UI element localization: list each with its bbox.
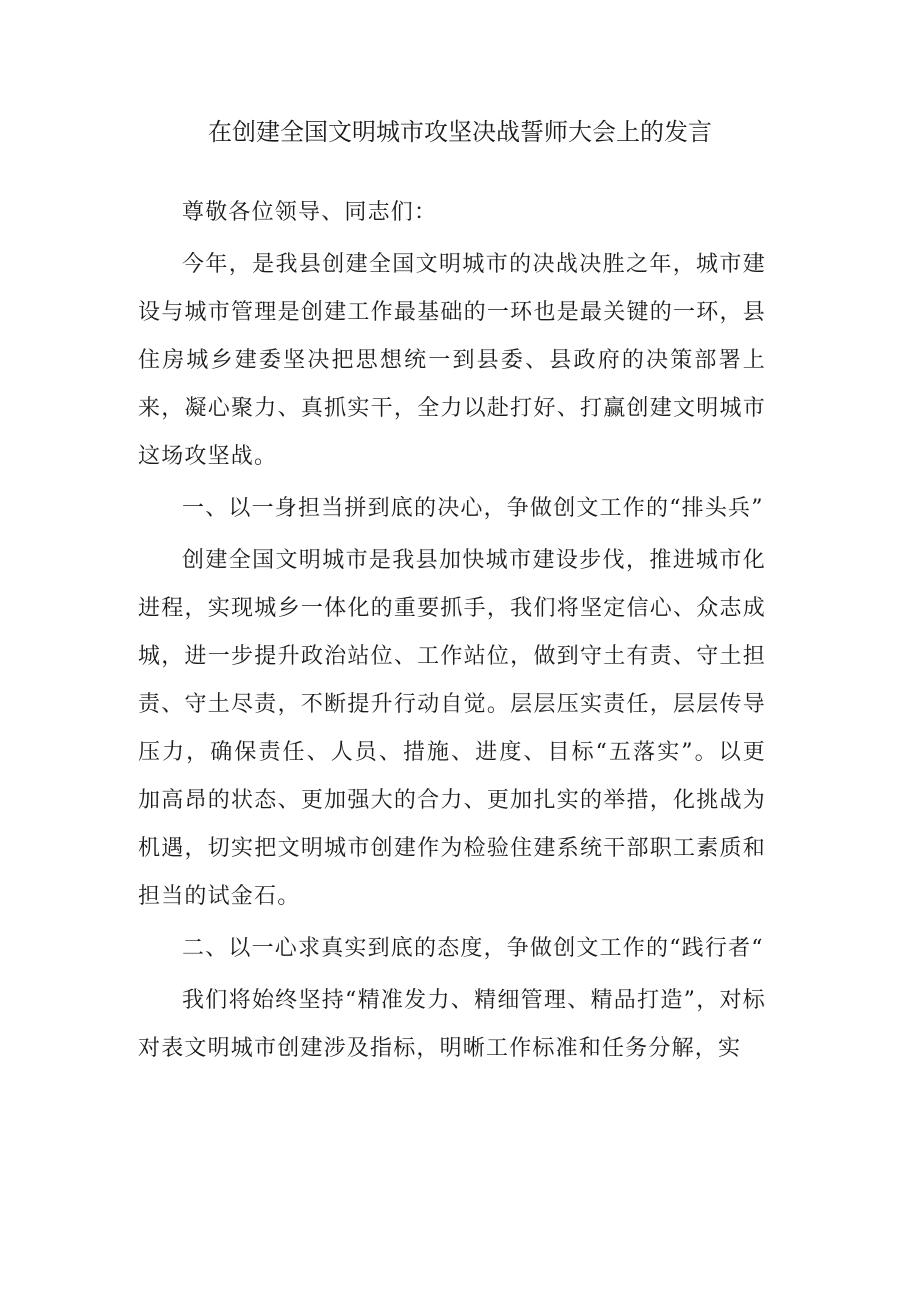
salutation-paragraph: 尊敬各位领导、同志们： xyxy=(182,200,438,225)
document-page xyxy=(138,0,766,1301)
document-body xyxy=(138,189,766,1077)
section-2-paragraph: 我们将始终坚持“精准发力、精细管理、精品打造”，对标对表文明城市创建涉及指标，明晰工作标准和任务分解，实 xyxy=(138,988,766,1061)
document-title: 在创建全国文明城市攻坚决战誓师大会上的发言 xyxy=(208,118,712,146)
intro-paragraph: 今年，是我县创建全国文明城市的决战决胜之年，城市建设与城市管理是创建工作最基础的一环也是最关键的一环，县住房城乡建委坚决把思想统一到县委、县政府的决策部署上来，凝心聚力、真抓实干，全力以赴打好、打赢创建文明城市这场攻坚战。 xyxy=(138,252,766,469)
section-1-paragraph: 创建全国文明城市是我县加快城市建设步伐，推进城市化进程，实现城乡一体化的重要抓手，我们将坚定信心、众志成城，进一步提升政治站位、工作站位，做到守土有责、守土担责、守土尽责，不断提升行动自觉。层层压实责任，层层传导压力，确保责任、人员、措施、进度、目标“五落实”。以更加高昂的状态、更加强大的合力、更加扎实的举措，化挑战为机遇，切实把文明城市创建作为检验住建系统干部职工素质和担当的试金石。 xyxy=(138,548,766,909)
section-heading-1: 一、以一身担当拼到底的决心，争做创文工作的“排头兵” xyxy=(182,496,764,521)
section-heading-2: 二、以一心求真实到底的态度，争做创文工作的“践行者“ xyxy=(182,936,764,961)
